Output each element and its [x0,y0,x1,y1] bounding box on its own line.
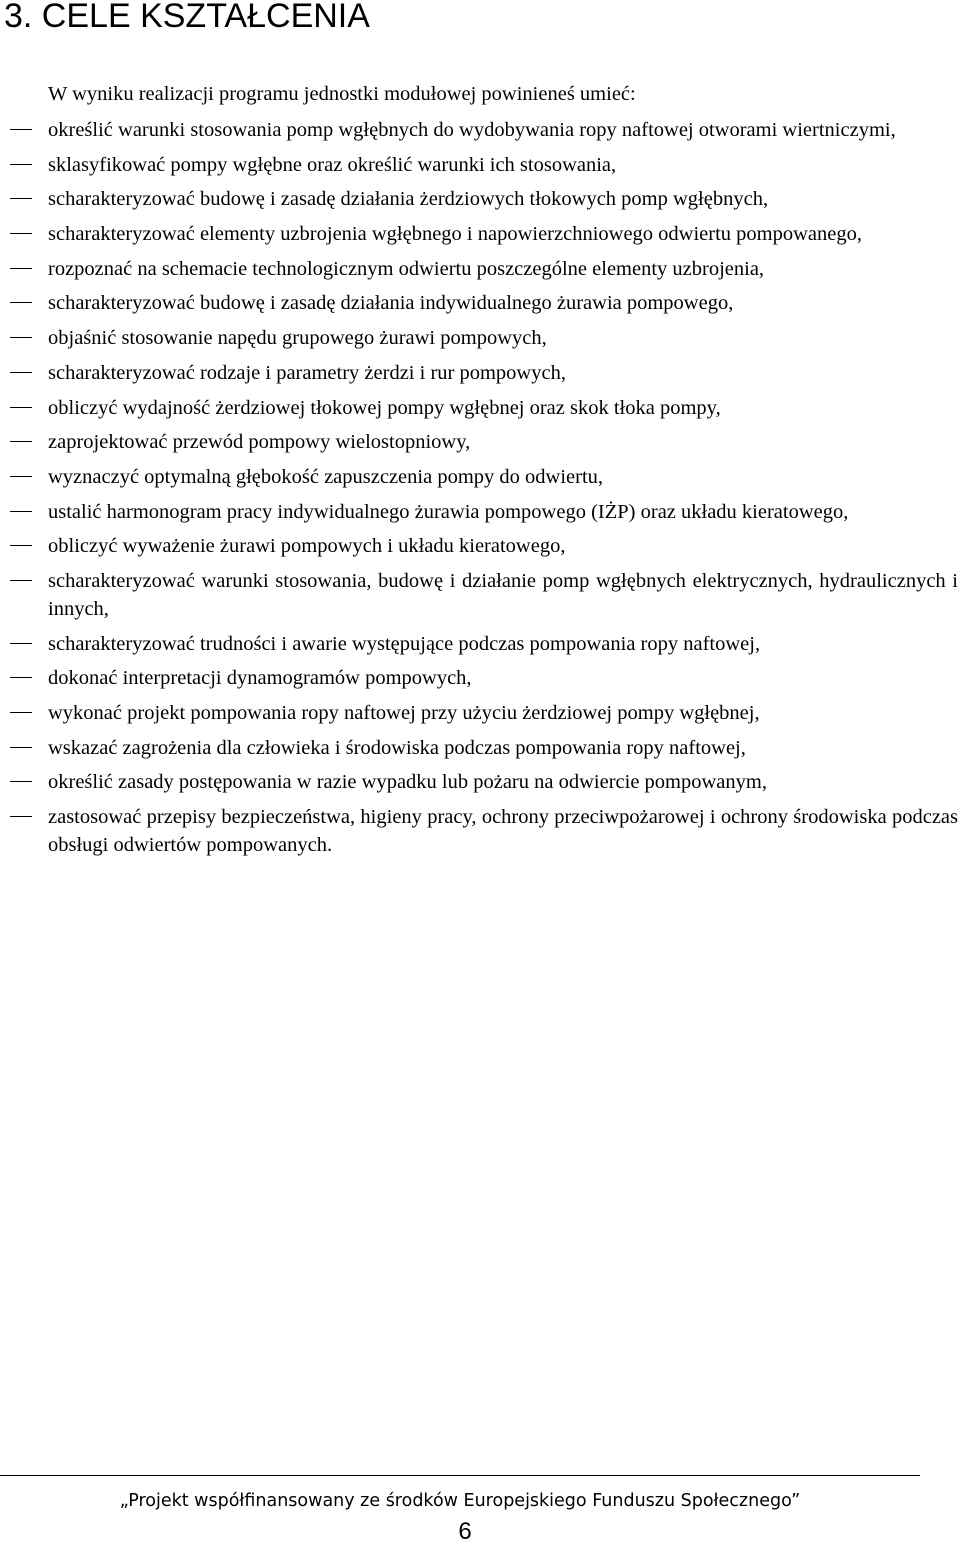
list-item-text: obliczyć wydajność żerdziowej tłokowej pompy wgłębnej oraz skok tłoka pompy, [48,396,721,419]
dash-bullet-icon [10,712,32,713]
list-item [0,151,958,179]
list-item-text: scharakteryzować budowę i zasadę działania żerdziowych tłokowych pomp wgłębnych, [48,188,769,211]
list-item-text: określić zasady postępowania w razie wypadku lub pożaru na odwiercie pompowanym, [48,771,767,794]
page-number: 6 [458,1518,472,1545]
list-item-text: wykonać projekt pompowania ropy naftowej przy użyciu żerdziowej pompy wgłębnej, [48,702,760,724]
dash-bullet-icon [10,816,32,817]
list-item [0,734,958,762]
list-item-text: dokonać interpretacji dynamogramów pompowych, [48,667,472,690]
dash-bullet-icon [10,164,32,165]
dash-bullet-icon [10,302,32,303]
list-item [0,394,958,422]
list-item [0,116,958,144]
dash-bullet-icon [10,129,32,130]
dash-bullet-icon [10,511,32,512]
list-item [0,324,958,352]
objectives-list [0,116,958,866]
list-item [0,768,958,796]
list-item-text: sklasyfikować pompy wgłębne oraz określić warunki ich stosowania, [48,153,617,176]
list-item [0,630,958,658]
dash-bullet-icon [10,643,32,644]
list-item [0,359,958,387]
list-item [0,567,958,623]
dash-bullet-icon [10,407,32,408]
dash-bullet-icon [10,337,32,338]
dash-bullet-icon [10,476,32,477]
list-item [0,428,958,456]
list-item-text: scharakteryzować trudności i awarie występujące podczas pompowania ropy naftowej, [48,632,761,655]
footer-divider [0,1475,920,1476]
list-item [0,532,958,560]
list-item-text: wskazać zagrożenia dla człowieka i środowiska podczas pompowania ropy naftowej, [48,736,746,759]
list-item [0,699,958,727]
list-item-text: objaśnić stosowanie napędu grupowego żurawi pompowych, [48,327,547,350]
list-item-text: scharakteryzować warunki stosowania, budowę i działanie pomp wgłębnych elektrycznych, hydraulicznych i innych, [48,569,958,620]
dash-bullet-icon [10,747,32,748]
list-item-text: rozpoznać na schemacie technologicznym odwiertu poszczególne elementy uzbrojenia, [48,257,765,280]
list-item [0,255,958,283]
dash-bullet-icon [10,781,32,782]
list-item-text: scharakteryzować rodzaje i parametry żerdzi i rur pompowych, [48,361,566,384]
dash-bullet-icon [10,545,32,546]
list-item [0,803,958,859]
dash-bullet-icon [10,441,32,442]
list-item-text: zastosować przepisy bezpieczeństwa, higieny pracy, ochrony przeciwpożarowej i ochrony środowiska podczas obsługi odwiertów pompowanych. [48,806,958,857]
list-item-text: obliczyć wyważenie żurawi pompowych i układu kieratowego, [48,535,566,558]
list-item [0,289,958,317]
list-item [0,664,958,692]
dash-bullet-icon [10,677,32,678]
list-item-text: scharakteryzować budowę i zasadę działania indywidualnego żurawia pompowego, [48,292,734,315]
dash-bullet-icon [10,268,32,269]
list-item-text: ustalić harmonogram pracy indywidualnego żurawia pompowego (IŻP) oraz układu kieratowego, [48,500,849,523]
footer-funding-note: „Projekt współfinansowany ze środków Europejskiego Funduszu Społecznego” [119,1491,801,1511]
list-item-text: scharakteryzować elementy uzbrojenia wgłębnego i napowierzchniowego odwiertu pompowanego, [48,223,863,246]
list-item-text: zaprojektować przewód pompowy wielostopniowy, [48,431,471,454]
dash-bullet-icon [10,233,32,234]
section-heading: 3. CELE KSZTAŁCENIA [4,0,370,35]
dash-bullet-icon [10,580,32,581]
list-item-text: wyznaczyć optymalną głębokość zapuszczenia pompy do odwiertu, [48,465,604,488]
list-item [0,498,958,526]
intro-text: W wyniku realizacji programu jednostki modułowej powinieneś umieć: [48,83,636,105]
list-item [0,220,958,248]
list-item-text: określić warunki stosowania pomp wgłębnych do wydobywania ropy naftowej otworami wiertniczymi, [48,119,896,141]
dash-bullet-icon [10,198,32,199]
dash-bullet-icon [10,372,32,373]
list-item [0,185,958,213]
list-item [0,463,958,491]
